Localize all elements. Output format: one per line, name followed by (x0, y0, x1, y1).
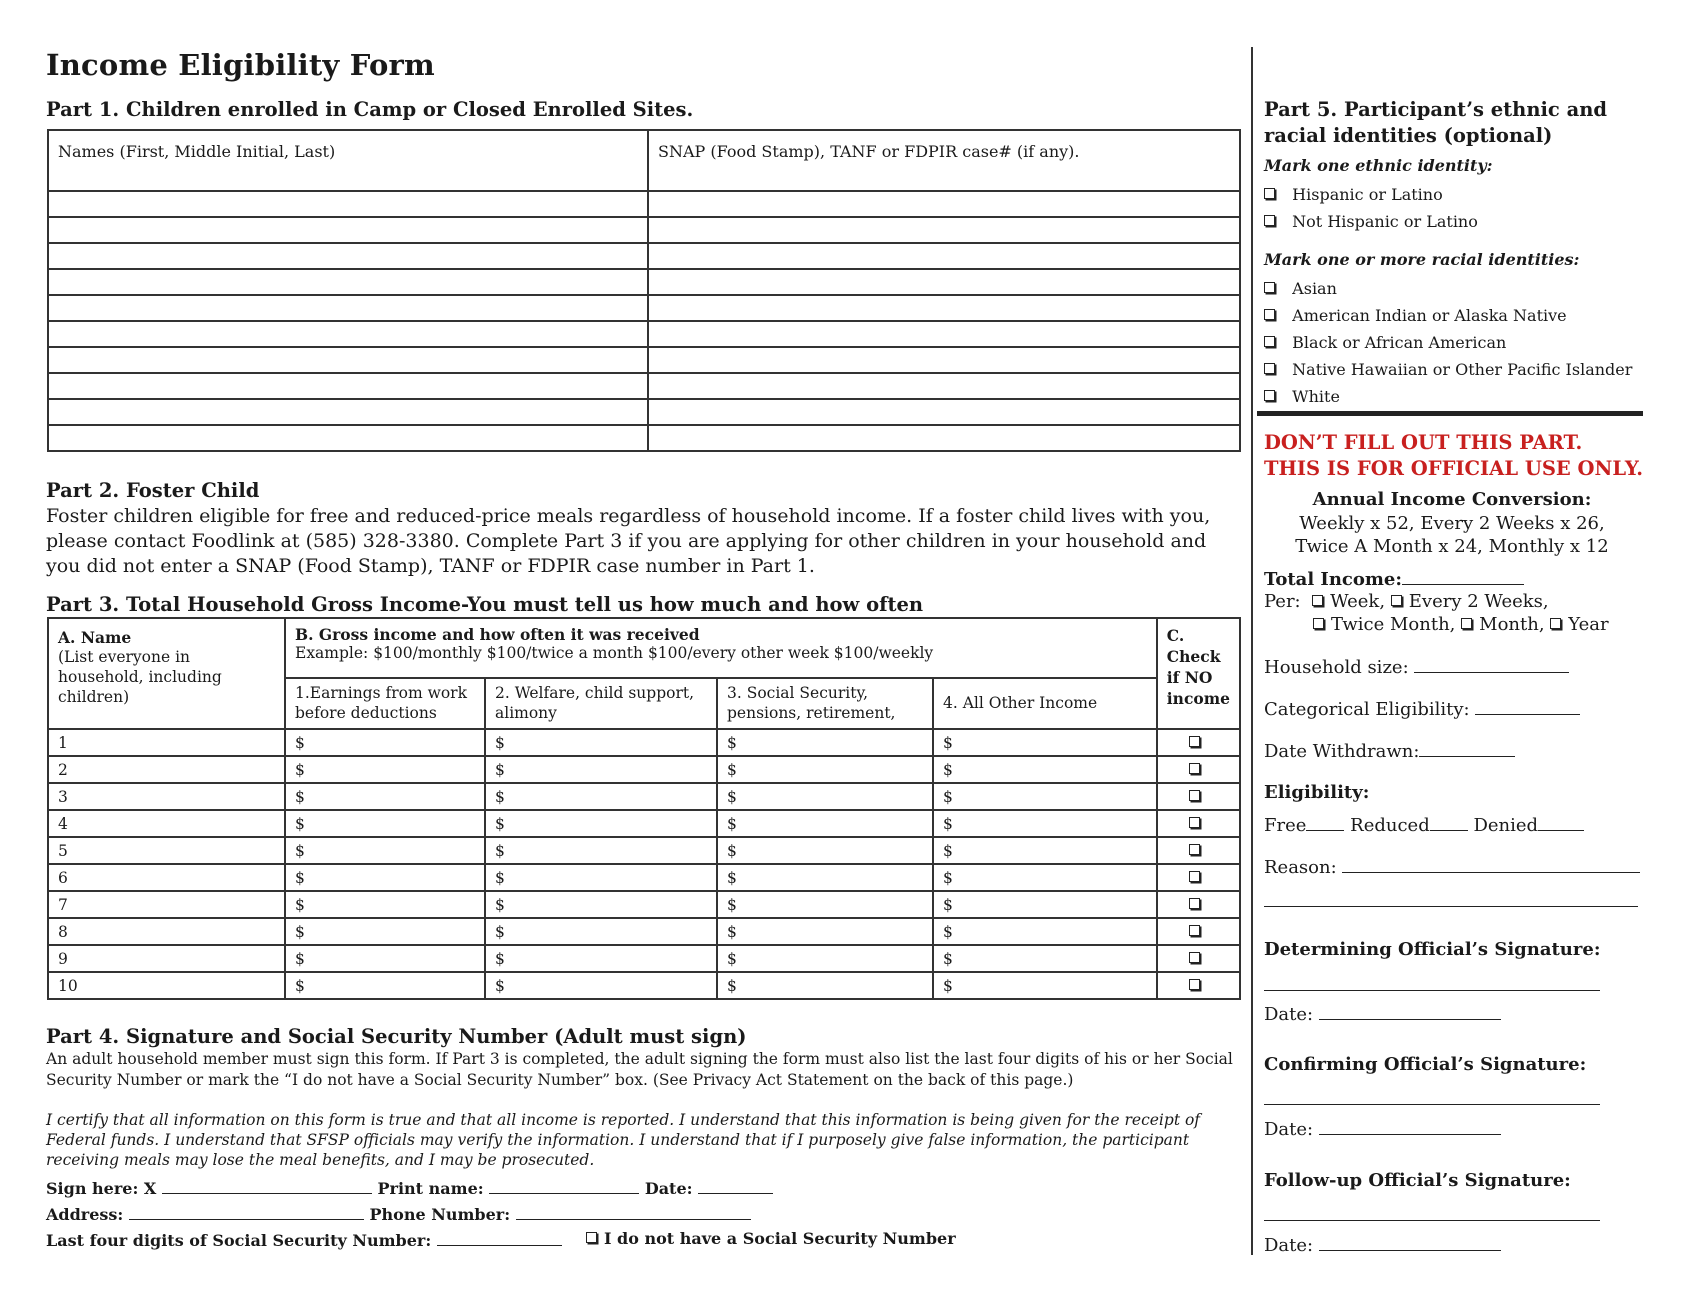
member-name-cell[interactable]: 4 (48, 810, 285, 837)
member-name-cell[interactable]: 3 (48, 783, 285, 810)
date-label: Date: (1264, 1235, 1314, 1256)
no-income-checkbox[interactable] (1189, 871, 1200, 882)
income-row (48, 756, 1240, 783)
sub-header-other-income: 4. All Other Income (933, 678, 1157, 729)
income-row (48, 837, 1240, 864)
income-amount-cell[interactable]: $ (933, 729, 1157, 756)
signature-field[interactable] (162, 1177, 372, 1194)
income-amount-cell[interactable]: $ (485, 864, 717, 891)
total-income-field[interactable] (1402, 568, 1524, 585)
part1-heading: Part 1. Children enrolled in Camp or Closed Enrolled Sites. (46, 98, 694, 121)
income-amount-cell[interactable]: $ (933, 810, 1157, 837)
income-amount-cell[interactable]: $ (485, 810, 717, 837)
denied-field[interactable] (1538, 814, 1584, 831)
page-title: Income Eligibility Form (46, 48, 435, 82)
income-amount-cell[interactable]: $ (485, 756, 717, 783)
child-case-cell[interactable] (648, 373, 1240, 399)
income-amount-cell[interactable]: $ (485, 918, 717, 945)
child-case-cell[interactable] (648, 217, 1240, 243)
racial-checkbox[interactable] (1264, 282, 1275, 293)
print-name-field[interactable] (489, 1177, 639, 1194)
reason-label: Reason: (1264, 857, 1337, 878)
col-a-subtitle: (List everyone in household, including children) (58, 648, 222, 706)
income-amount-cell[interactable]: $ (485, 945, 717, 972)
income-row (48, 729, 1240, 756)
every-2-weeks-checkbox[interactable] (1391, 595, 1402, 606)
ssn-field[interactable] (437, 1229, 562, 1246)
member-name-cell[interactable]: 7 (48, 891, 285, 918)
free-label: Free (1264, 815, 1307, 836)
racial-option-label: American Indian or Alaska Native (1292, 306, 1567, 325)
part4-heading: Part 4. Signature and Social Security Number (Adult must sign) (46, 1025, 747, 1048)
income-amount-cell[interactable]: $ (485, 972, 717, 999)
date-withdrawn-row (1264, 740, 1515, 762)
determining-date-row (1264, 1003, 1501, 1025)
date-label: Date: (644, 1179, 693, 1198)
no-income-cell (1157, 756, 1240, 783)
child-name-cell[interactable] (48, 295, 648, 321)
no-income-checkbox[interactable] (1189, 736, 1200, 747)
official-warning-line1: DON’T FILL OUT THIS PART. (1264, 431, 1583, 454)
member-name-cell[interactable]: 9 (48, 945, 285, 972)
certification-text: I certify that all information on this form is true and that all income is reported. I understand that this information is being given for the receipt of Federal funds. I understand that SFSP officials may verify the information. I understand that if I purposely give false information, the participant receiving meals may lose the meal benefits, and I may be prosecuted. (46, 1111, 1201, 1169)
income-amount-cell[interactable]: $ (717, 918, 933, 945)
case-column-header: SNAP (Food Stamp), TANF or FDPIR case# (if any). (648, 130, 1240, 191)
income-amount-cell[interactable]: $ (485, 837, 717, 864)
twice-month-checkbox[interactable] (1313, 618, 1324, 629)
total-income-label: Total Income: (1264, 569, 1403, 590)
racial-checkbox[interactable] (1264, 309, 1275, 320)
income-amount-cell[interactable]: $ (717, 837, 933, 864)
child-name-cell[interactable] (48, 321, 648, 347)
income-row (48, 945, 1240, 972)
col-c-header: C. Check if NO income (1157, 618, 1240, 729)
week-checkbox[interactable] (1312, 595, 1323, 606)
categorical-row (1264, 698, 1580, 720)
income-amount-cell[interactable]: $ (933, 918, 1157, 945)
sign-line (46, 1177, 773, 1198)
eligibility-row (1264, 814, 1584, 836)
per-option-label: Every 2 Weeks, (1408, 591, 1549, 612)
section-divider (1257, 411, 1643, 416)
date-withdrawn-label: Date Withdrawn: (1264, 741, 1420, 762)
followup-signature-label: Follow-up Official’s Signature: (1264, 1170, 1571, 1191)
racial-checkbox[interactable] (1264, 390, 1275, 401)
sign-here-label: Sign here: X (46, 1179, 157, 1198)
child-name-cell[interactable] (48, 217, 648, 243)
no-income-checkbox[interactable] (1189, 898, 1200, 909)
phone-label: Phone Number: (369, 1205, 511, 1224)
household-size-row (1264, 656, 1569, 678)
income-amount-cell[interactable]: $ (717, 783, 933, 810)
no-income-cell (1157, 729, 1240, 756)
part2-heading: Part 2. Foster Child (46, 479, 260, 502)
racial-checkbox[interactable] (1264, 363, 1275, 374)
date-label: Date: (1264, 1004, 1314, 1025)
racial-option[interactable] (1264, 275, 1632, 302)
print-name-label: Print name: (377, 1179, 484, 1198)
date-withdrawn-field[interactable] (1419, 740, 1515, 757)
no-income-checkbox[interactable] (1189, 979, 1200, 990)
member-name-cell[interactable]: 1 (48, 729, 285, 756)
conversion-line2: Twice A Month x 24, Monthly x 12 (1295, 536, 1609, 557)
income-amount-cell[interactable]: $ (717, 891, 933, 918)
reduced-field[interactable] (1430, 814, 1468, 831)
no-income-cell (1157, 972, 1240, 999)
member-name-cell[interactable]: 10 (48, 972, 285, 999)
followup-signature-field[interactable] (1264, 1220, 1600, 1221)
income-amount-cell[interactable]: $ (933, 756, 1157, 783)
determining-signature-label: Determining Official’s Signature: (1264, 939, 1601, 960)
no-ssn-label: I do not have a Social Security Number (604, 1229, 956, 1248)
part3-heading: Part 3. Total Household Gross Income-You must tell us how much and how often (46, 593, 924, 616)
date-label: Date: (1264, 1119, 1314, 1140)
member-name-cell[interactable]: 2 (48, 756, 285, 783)
no-income-checkbox[interactable] (1189, 763, 1200, 774)
confirming-signature-field[interactable] (1264, 1104, 1600, 1105)
income-amount-cell[interactable]: $ (285, 864, 485, 891)
per-row (1264, 591, 1549, 612)
col-b-title: B. Gross income and how often it was received (295, 625, 700, 644)
child-name-cell[interactable] (48, 269, 648, 295)
no-income-cell (1157, 918, 1240, 945)
per-label: Per: (1264, 591, 1301, 612)
no-income-checkbox[interactable] (1189, 844, 1200, 855)
income-amount-cell[interactable]: $ (717, 972, 933, 999)
child-case-cell[interactable] (648, 321, 1240, 347)
child-case-cell[interactable] (648, 295, 1240, 321)
no-ssn-option[interactable] (586, 1229, 956, 1248)
income-amount-cell[interactable]: $ (285, 837, 485, 864)
racial-option[interactable] (1264, 302, 1632, 329)
annual-conversion (1264, 488, 1640, 559)
child-case-cell[interactable] (648, 269, 1240, 295)
phone-field[interactable] (516, 1203, 751, 1220)
no-income-checkbox[interactable] (1189, 952, 1200, 963)
child-name-cell[interactable] (48, 373, 648, 399)
conversion-line1: Weekly x 52, Every 2 Weeks x 26, (1299, 512, 1605, 534)
address-field[interactable] (129, 1203, 364, 1220)
col-b-header (285, 618, 1157, 678)
income-row (48, 972, 1240, 999)
ethnic-option-label: Not Hispanic or Latino (1292, 212, 1478, 231)
child-name-cell[interactable] (48, 399, 648, 425)
followup-date-row (1264, 1234, 1501, 1256)
followup-date-field[interactable] (1319, 1234, 1501, 1251)
part5-heading-line1: Part 5. Participant’s ethnic and (1264, 98, 1608, 121)
racial-option-label: Native Hawaiian or Other Pacific Islander (1292, 360, 1633, 379)
income-row (48, 783, 1240, 810)
member-name-cell[interactable]: 8 (48, 918, 285, 945)
sub-header-earnings: 1.Earnings from work before deductions (285, 678, 485, 729)
conversion-title: Annual Income Conversion: (1312, 489, 1592, 510)
child-case-cell[interactable] (648, 399, 1240, 425)
racial-label: Mark one or more racial identities: (1264, 250, 1580, 269)
free-field[interactable] (1306, 814, 1344, 831)
income-amount-cell[interactable]: $ (285, 891, 485, 918)
no-income-checkbox[interactable] (1189, 925, 1200, 936)
reason-field[interactable] (1342, 856, 1640, 873)
racial-option[interactable] (1264, 383, 1632, 410)
income-amount-cell[interactable]: $ (717, 945, 933, 972)
per-option-label: Twice Month, (1331, 614, 1456, 635)
child-name-cell[interactable] (48, 347, 648, 373)
ethnic-checkbox[interactable] (1264, 188, 1275, 199)
income-row (48, 864, 1240, 891)
income-amount-cell[interactable]: $ (485, 729, 717, 756)
ethnic-label: Mark one ethnic identity: (1264, 156, 1493, 175)
date-field[interactable] (698, 1177, 773, 1194)
child-name-cell[interactable] (48, 191, 648, 217)
year-checkbox[interactable] (1550, 618, 1561, 629)
part2-text: Foster children eligible for free and reduced-price meals regardless of household income. If a foster child lives with you, please contact Foodlink at (585) 328-3380. Complete Part 3 if you are applying for other children in your household and you did not enter a SNAP (Food Stamp), TANF or FDPIR case number in Part 1. (46, 505, 1211, 577)
income-amount-cell[interactable]: $ (285, 810, 485, 837)
month-checkbox[interactable] (1461, 618, 1472, 629)
child-case-cell[interactable] (648, 425, 1240, 451)
denied-label: Denied (1473, 815, 1539, 836)
no-income-cell (1157, 783, 1240, 810)
determining-date-field[interactable] (1319, 1003, 1501, 1020)
household-size-field[interactable] (1414, 656, 1569, 673)
ssn-label: Last four digits of Social Security Number: (46, 1231, 432, 1250)
income-amount-cell[interactable]: $ (933, 945, 1157, 972)
income-amount-cell[interactable]: $ (285, 972, 485, 999)
child-case-cell[interactable] (648, 347, 1240, 373)
income-amount-cell[interactable]: $ (717, 756, 933, 783)
no-income-cell (1157, 945, 1240, 972)
per-option-label: Year (1568, 614, 1609, 635)
household-size-label: Household size: (1264, 657, 1409, 678)
categorical-field[interactable] (1475, 698, 1580, 715)
total-income-row (1264, 568, 1524, 590)
names-column-header: Names (First, Middle Initial, Last) (48, 130, 648, 191)
col-a-header (48, 618, 285, 729)
no-income-cell (1157, 837, 1240, 864)
categorical-label: Categorical Eligibility: (1264, 699, 1470, 720)
income-amount-cell[interactable]: $ (285, 945, 485, 972)
sub-header-social-security: 3. Social Security, pensions, retirement, (717, 678, 933, 729)
per-option-label: Week, (1330, 591, 1386, 612)
no-income-checkbox[interactable] (1189, 817, 1200, 828)
income-amount-cell[interactable]: $ (933, 783, 1157, 810)
income-row (48, 891, 1240, 918)
col-a-title: A. Name (58, 628, 132, 647)
address-label: Address: (46, 1205, 124, 1224)
part5-heading-line2: racial identities (optional) (1264, 124, 1553, 147)
member-name-cell[interactable]: 5 (48, 837, 285, 864)
income-amount-cell[interactable]: $ (285, 756, 485, 783)
child-name-cell[interactable] (48, 425, 648, 451)
child-name-cell[interactable] (48, 243, 648, 269)
confirming-date-row (1264, 1118, 1501, 1140)
reduced-label: Reduced (1350, 815, 1430, 836)
racial-option-label: White (1292, 387, 1340, 406)
income-amount-cell[interactable]: $ (285, 783, 485, 810)
ethnic-checkbox[interactable] (1264, 215, 1275, 226)
address-line (46, 1203, 751, 1224)
col-b-example: Example: $100/monthly $100/twice a month $100/every other week $100/weekly (295, 644, 934, 662)
part4-text: An adult household member must sign this form. If Part 3 is completed, the adult signing the form must also list the last four digits of his or her Social Security Number or mark the “I do not have a Social Security Number” box. (See Privacy Act Statement on the back of this page.) (46, 1050, 1233, 1089)
part5-heading (1264, 97, 1607, 149)
racial-option-label: Asian (1292, 279, 1337, 298)
eligibility-heading: Eligibility: (1264, 782, 1370, 803)
child-case-cell[interactable] (648, 191, 1240, 217)
confirming-date-field[interactable] (1319, 1118, 1501, 1135)
determining-signature-field[interactable] (1264, 990, 1600, 991)
income-amount-cell[interactable]: $ (285, 918, 485, 945)
income-amount-cell[interactable]: $ (717, 864, 933, 891)
racial-option[interactable] (1264, 356, 1632, 383)
official-warning (1264, 430, 1643, 482)
no-income-checkbox[interactable] (1189, 790, 1200, 801)
child-case-cell[interactable] (648, 243, 1240, 269)
racial-option-label: Black or African American (1292, 333, 1507, 352)
no-income-cell (1157, 810, 1240, 837)
confirming-signature-label: Confirming Official’s Signature: (1264, 1054, 1587, 1075)
racial-checkbox[interactable] (1264, 336, 1275, 347)
no-ssn-checkbox[interactable] (586, 1232, 597, 1243)
income-amount-cell[interactable]: $ (933, 864, 1157, 891)
ssn-line (46, 1229, 562, 1250)
member-name-cell[interactable]: 6 (48, 864, 285, 891)
income-row (48, 918, 1240, 945)
income-amount-cell[interactable]: $ (485, 891, 717, 918)
income-amount-cell[interactable]: $ (933, 891, 1157, 918)
income-amount-cell[interactable]: $ (485, 783, 717, 810)
income-amount-cell[interactable]: $ (933, 972, 1157, 999)
ethnic-options (1264, 181, 1478, 235)
income-amount-cell[interactable]: $ (717, 729, 933, 756)
income-table (47, 617, 1241, 1000)
racial-options (1264, 275, 1632, 410)
per-row-2 (1313, 614, 1609, 635)
column-divider (1251, 47, 1253, 1255)
no-income-cell (1157, 891, 1240, 918)
no-income-cell (1157, 864, 1240, 891)
children-table (47, 129, 1241, 452)
income-row (48, 810, 1240, 837)
income-amount-cell[interactable]: $ (717, 810, 933, 837)
official-warning-line2: THIS IS FOR OFFICIAL USE ONLY. (1264, 457, 1644, 480)
racial-option[interactable] (1264, 329, 1632, 356)
reason-line-2[interactable] (1264, 906, 1638, 907)
ethnic-option[interactable] (1264, 208, 1478, 235)
sub-header-welfare: 2. Welfare, child support, alimony (485, 678, 717, 729)
ethnic-option[interactable] (1264, 181, 1478, 208)
per-option-label: Month, (1479, 614, 1545, 635)
income-amount-cell[interactable]: $ (285, 729, 485, 756)
income-amount-cell[interactable]: $ (933, 837, 1157, 864)
ethnic-option-label: Hispanic or Latino (1292, 185, 1443, 204)
reason-row (1264, 856, 1640, 878)
